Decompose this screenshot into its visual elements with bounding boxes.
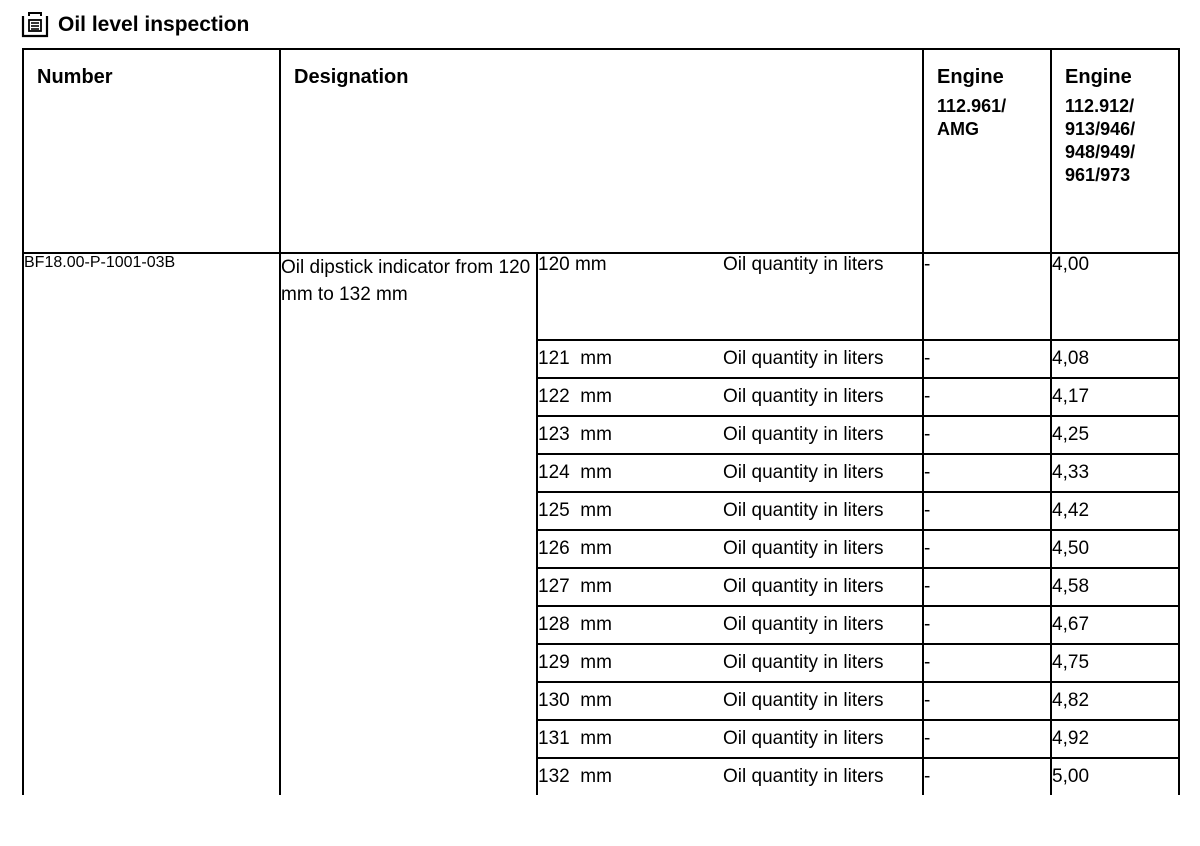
engine-2-value: 4,25	[1051, 416, 1179, 454]
dipstick-mm: 130 mm	[537, 682, 723, 720]
oil-quantity-label: Oil quantity in liters	[723, 606, 923, 644]
header-engine-1: Engine 112.961/ AMG	[923, 49, 1051, 253]
engine-2-value: 4,42	[1051, 492, 1179, 530]
header-number: Number	[23, 49, 280, 253]
engine-2-value: 4,82	[1051, 682, 1179, 720]
dipstick-mm: 127 mm	[537, 568, 723, 606]
engine-1-value: -	[923, 492, 1051, 530]
engine-2-value: 4,75	[1051, 644, 1179, 682]
oil-quantity-label: Oil quantity in liters	[723, 340, 923, 378]
oil-quantity-label: Oil quantity in liters	[723, 682, 923, 720]
engine-2-value: 4,67	[1051, 606, 1179, 644]
oil-quantity-label: Oil quantity in liters	[723, 492, 923, 530]
engine-2-value: 4,00	[1051, 253, 1179, 340]
engine-1-value: -	[923, 454, 1051, 492]
oil-quantity-label: Oil quantity in liters	[723, 720, 923, 758]
dipstick-mm: 131 mm	[537, 720, 723, 758]
table-row	[23, 253, 1179, 340]
oil-quantity-label: Oil quantity in liters	[723, 644, 923, 682]
engine-1-value: -	[923, 682, 1051, 720]
dipstick-mm: 132 mm	[537, 758, 723, 795]
dipstick-mm: 124 mm	[537, 454, 723, 492]
engine-1-value: -	[923, 378, 1051, 416]
engine-2-value: 4,33	[1051, 454, 1179, 492]
oil-quantity-label: Oil quantity in liters	[723, 568, 923, 606]
engine-1-value: -	[923, 530, 1051, 568]
document-list-icon	[20, 11, 50, 39]
engine-1-value: -	[923, 416, 1051, 454]
dipstick-mm: 126 mm	[537, 530, 723, 568]
oil-quantity-label: Oil quantity in liters	[723, 454, 923, 492]
designation-text: Oil dipstick indicator from 120 mm to 132 mm	[280, 253, 537, 795]
engine-1-value: -	[923, 606, 1051, 644]
dipstick-mm: 122 mm	[537, 378, 723, 416]
oil-quantity-label: Oil quantity in liters	[723, 416, 923, 454]
dipstick-mm: 129 mm	[537, 644, 723, 682]
part-number: BF18.00-P-1001-03B	[23, 253, 280, 795]
engine-2-value: 4,50	[1051, 530, 1179, 568]
engine-1-value: -	[923, 720, 1051, 758]
engine-1-value: -	[923, 253, 1051, 340]
oil-quantity-label: Oil quantity in liters	[723, 530, 923, 568]
engine-1-value: -	[923, 644, 1051, 682]
title-text: Oil level inspection	[58, 13, 250, 36]
engine-1-value: -	[923, 758, 1051, 795]
engine-2-value: 4,08	[1051, 340, 1179, 378]
dipstick-mm: 125 mm	[537, 492, 723, 530]
dipstick-mm: 120 mm	[537, 253, 723, 340]
oil-quantity-label: Oil quantity in liters	[723, 253, 923, 340]
oil-level-table	[22, 48, 1180, 795]
engine-2-value: 4,92	[1051, 720, 1179, 758]
header-engine-2: Engine 112.912/ 913/946/ 948/949/ 961/973	[1051, 49, 1179, 253]
header-designation: Designation	[280, 49, 923, 253]
dipstick-mm: 123 mm	[537, 416, 723, 454]
table-header-row	[23, 49, 1179, 253]
page-title	[20, 10, 249, 40]
engine-2-value: 5,00	[1051, 758, 1179, 795]
engine-1-value: -	[923, 340, 1051, 378]
dipstick-mm: 121 mm	[537, 340, 723, 378]
oil-quantity-label: Oil quantity in liters	[723, 758, 923, 795]
engine-2-value: 4,58	[1051, 568, 1179, 606]
dipstick-mm: 128 mm	[537, 606, 723, 644]
engine-1-value: -	[923, 568, 1051, 606]
engine-2-value: 4,17	[1051, 378, 1179, 416]
oil-quantity-label: Oil quantity in liters	[723, 378, 923, 416]
